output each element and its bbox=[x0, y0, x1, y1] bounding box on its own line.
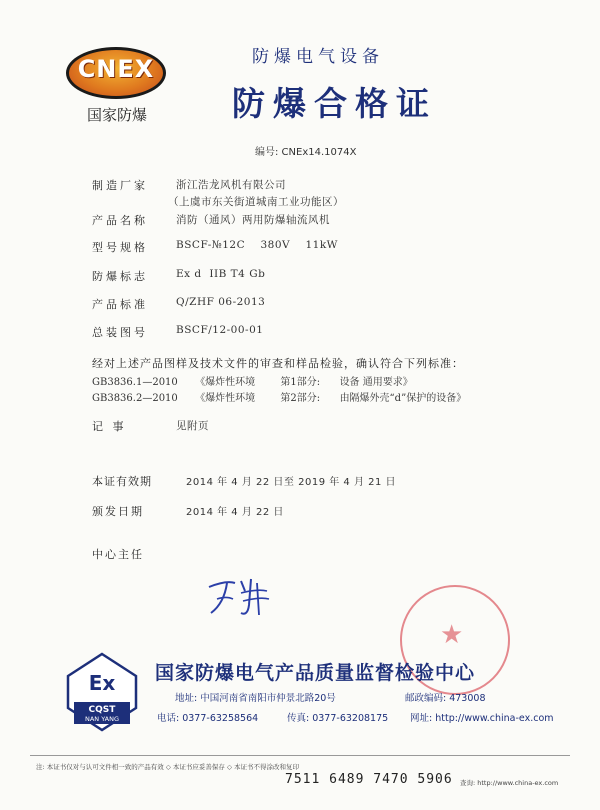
standard-title: 《爆炸性环境 bbox=[195, 377, 256, 388]
notes-value: 见附页 bbox=[176, 420, 209, 432]
organization-address: 地址: 中国河南省南阳市仲景北路20号 bbox=[175, 693, 336, 704]
footer-divider bbox=[30, 755, 570, 756]
product-name-value: 消防（通风）两用防爆轴流风机 bbox=[176, 214, 330, 226]
cqst-ex-text: Ex bbox=[88, 671, 116, 695]
assembly-label: 总装图号 bbox=[92, 326, 148, 339]
logo-text: CNEX bbox=[77, 55, 155, 83]
product-name-label: 产品名称 bbox=[92, 214, 148, 227]
organization-website: 网址: http://www.china-ex.com bbox=[410, 713, 554, 724]
signature bbox=[205, 575, 275, 620]
logo-subtitle: 国家防爆 bbox=[86, 106, 147, 124]
standard-code: GB3836.1—2010 bbox=[92, 377, 178, 388]
model-value: BSCF-№12C 380V 11kW bbox=[176, 239, 338, 251]
product-std-label: 产品标准 bbox=[92, 298, 148, 311]
manufacturer-label: 制造厂家 bbox=[92, 179, 148, 192]
title-small: 防爆电气设备 bbox=[252, 47, 384, 67]
organization-phone: 电话: 0377-63258564 bbox=[157, 713, 259, 724]
cqst-logo bbox=[66, 652, 138, 732]
validity-value: 2014 年 4 月 22 日至 2019 年 4 月 21 日 bbox=[186, 477, 397, 488]
standard-code: GB3836.2—2010 bbox=[92, 393, 178, 404]
exmark-label: 防爆标志 bbox=[92, 270, 148, 283]
manufacturer-address: （上虞市东关街道城南工业功能区） bbox=[168, 196, 344, 208]
standard-row bbox=[92, 389, 466, 404]
assembly-value: BSCF/12-00-01 bbox=[176, 324, 264, 336]
cqst-city-text: NAN YANG bbox=[84, 715, 120, 723]
organization-fax: 传真: 0377-63208175 bbox=[287, 713, 389, 724]
exmark-value: Ex d IIB T4 Gb bbox=[176, 268, 266, 280]
footer-note: 注: 本证书仅对与认可文件相一致的产品有效 ◇ 本证书应妥善保存 ◇ 本证书不得涂改和复印 bbox=[36, 763, 300, 771]
stamp-star-icon: ★ bbox=[440, 620, 464, 650]
cqst-name-text: CQST bbox=[88, 705, 116, 715]
director-label: 中心主任 bbox=[92, 548, 144, 561]
standard-row bbox=[92, 373, 413, 388]
validity-label: 本证有效期 bbox=[92, 475, 152, 488]
manufacturer-value: 浙江浩龙风机有限公司 bbox=[176, 179, 286, 191]
footer-check-url: 查询: http://www.china-ex.com bbox=[460, 779, 559, 787]
organization-name: 国家防爆电气产品质量监督检验中心 bbox=[155, 662, 476, 684]
notes-label: 记 事 bbox=[92, 420, 127, 433]
standard-title: 《爆炸性环境 bbox=[195, 393, 256, 404]
conformity-statement: 经对上述产品图样及技术文件的审查和样品检验，确认符合下列标准： bbox=[92, 357, 464, 370]
model-label: 型号规格 bbox=[92, 241, 148, 254]
organization-postcode: 邮政编码: 473008 bbox=[405, 693, 486, 704]
standard-desc: 设备 通用要求》 bbox=[339, 377, 413, 388]
certificate-code: 7511 6489 7470 5906 bbox=[285, 772, 453, 787]
issue-date-value: 2014 年 4 月 22 日 bbox=[186, 507, 284, 518]
standard-part: 第2部分: bbox=[280, 393, 321, 404]
standard-part: 第1部分: bbox=[280, 377, 321, 388]
page-title: 防爆合格证 bbox=[232, 84, 437, 123]
issue-date-label: 颁发日期 bbox=[92, 505, 144, 518]
standard-desc: 由隔爆外壳“d”保护的设备》 bbox=[339, 393, 467, 404]
product-std-value: Q/ZHF 06-2013 bbox=[176, 296, 266, 308]
serial-number: 编号: CNEx14.1074X bbox=[255, 147, 357, 158]
